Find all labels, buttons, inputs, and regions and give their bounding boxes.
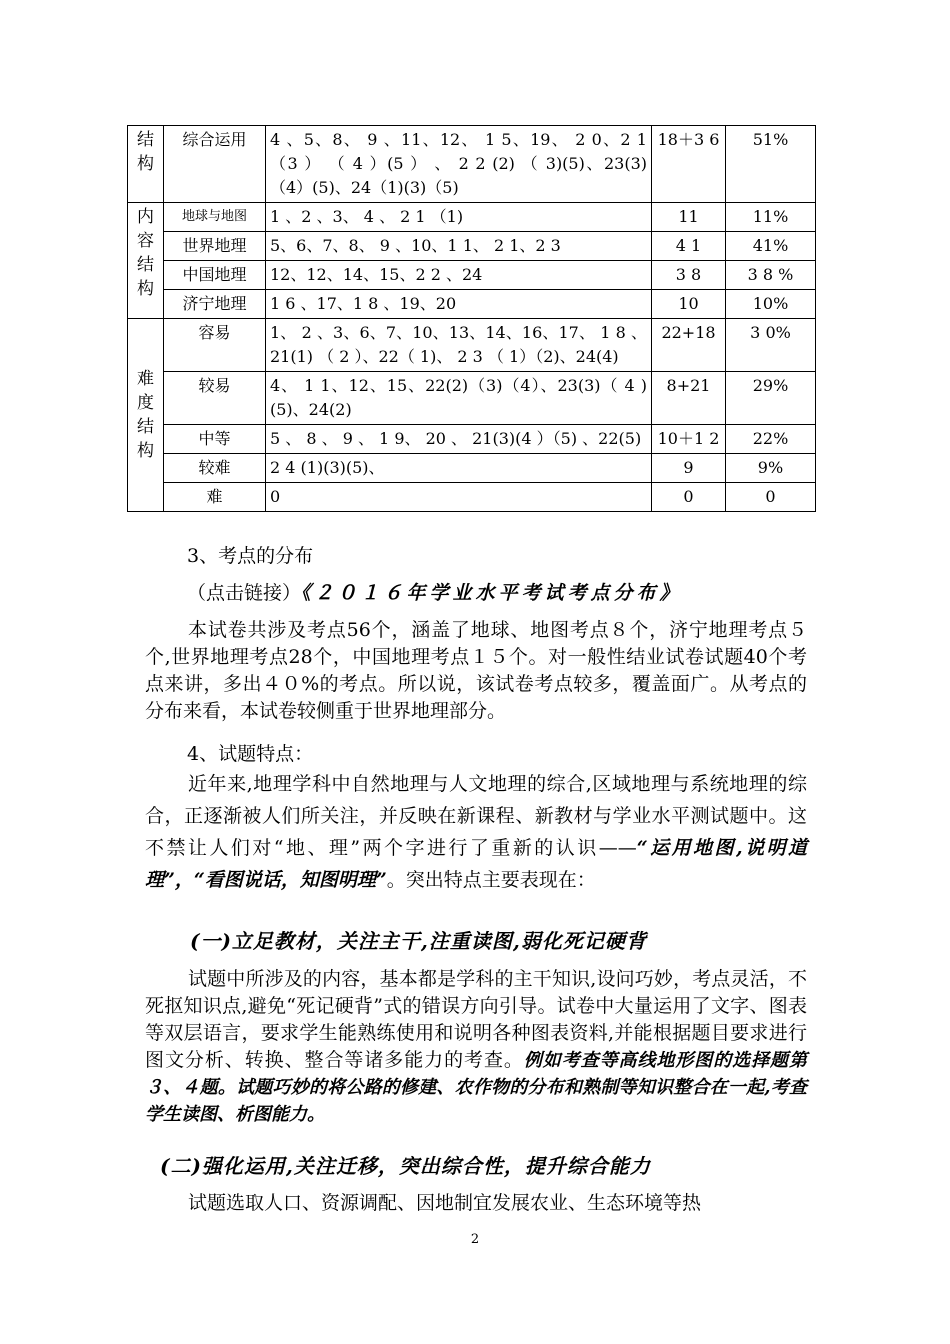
count-cell: 10＋1 2 — [652, 425, 726, 454]
category-cell: 地球与地图 — [164, 203, 266, 232]
point-1-emphasis: 例如考查等高线地形图的选择题第３、４题。试题巧妙的将公路的修建、农作物的分布和熟制等知识整合在一起,考查学生读图、析图能力。 — [145, 1050, 807, 1125]
count-cell: 9 — [652, 454, 726, 483]
point-2-paragraph: 试题选取人口、资源调配、因地制宜发展农业、生态环境等热 — [188, 1192, 702, 1214]
point-1-text: 试题中所涉及的内容，基本都是学科的主干知识,设问巧妙，考点灵活，不死抠知识点,避免“死记硬背”式的错误方向引导。试卷中大量运用了文字、图表等双层语言，要求学生能熟练使用和说明各种图表资料,并能根据题目要求进行图文分析、转换、整合等诸多能力的考查。 — [145, 968, 807, 1071]
section-4-quote: “运用地图,说明道理”，“看图说话，知图明理” — [145, 837, 808, 891]
percent-cell: 41% — [726, 232, 816, 261]
items-cell: 5、6、7、8、 9 、10、1 1、 2 1、2 3 — [266, 232, 652, 261]
table-row — [128, 319, 816, 372]
count-cell: 0 — [652, 483, 726, 512]
category-cell: 济宁地理 — [164, 290, 266, 319]
section-4-title: 4、试题特点： — [187, 743, 314, 765]
table-row — [128, 126, 816, 203]
percent-cell: 10% — [726, 290, 816, 319]
table-row — [128, 372, 816, 425]
category-cell: 世界地理 — [164, 232, 266, 261]
table-row — [128, 483, 816, 512]
table-row — [128, 454, 816, 483]
point-1-heading: (一)立足教材，关注主干,注重读图,弱化死记硬背 — [190, 929, 647, 953]
point-2-heading: (二)强化运用,关注迁移，突出综合性，提升综合能力 — [160, 1154, 651, 1178]
section-4-text-b: 。突出特点主要表现在： — [386, 869, 596, 891]
page-number: 2 — [470, 1232, 480, 1247]
category-cell: 较易 — [164, 372, 266, 425]
category-cell: 容易 — [164, 319, 266, 372]
items-cell: 5 、 8 、 9 、 1 9、 20 、 21(3)(4 ）（5) 、22(5) — [266, 425, 652, 454]
exam-points-link[interactable]: 《２０１６年学业水平考试考点分布》 — [301, 582, 683, 604]
table-row — [128, 232, 816, 261]
category-cell: 综合运用 — [164, 126, 266, 203]
point-1-paragraph — [145, 966, 807, 1128]
percent-cell: 3 8 % — [726, 261, 816, 290]
section-4-paragraph — [145, 768, 807, 896]
count-cell: 18＋3 6 — [652, 126, 726, 203]
count-cell: 22+18 — [652, 319, 726, 372]
items-cell: 0 — [266, 483, 652, 512]
exam-structure-table — [127, 125, 816, 512]
items-cell: 2 4 (1)(3)(5)、 — [266, 454, 652, 483]
group-cell: 难 度 结 构 — [128, 319, 164, 512]
section-3-title: 3、考点的分布 — [187, 545, 314, 567]
count-cell: 4 1 — [652, 232, 726, 261]
items-cell: 4、 1 1、12、15、22(2)（3)（4）、23(3)（ 4 )(5)、24(2) — [266, 372, 652, 425]
count-cell: 8+21 — [652, 372, 726, 425]
section-3-paragraph: 本试卷共涉及考点56个，涵盖了地球、地图考点８个，济宁地理考点５个,世界地理考点28个，中国地理考点１５个。对一般性结业试卷试题40个考点来讲，多出４０%的考点。所以说，该试卷考点较多，覆盖面广。从考点的分布来看，本试卷较侧重于世界地理部分。 — [145, 619, 807, 722]
percent-cell: 0 — [726, 483, 816, 512]
percent-cell: 3 0% — [726, 319, 816, 372]
category-cell: 中等 — [164, 425, 266, 454]
items-cell: 1 6 、17、1 8 、19、20 — [266, 290, 652, 319]
table-row — [128, 290, 816, 319]
percent-cell: 22% — [726, 425, 816, 454]
table-row — [128, 203, 816, 232]
table-row — [128, 261, 816, 290]
category-cell: 中国地理 — [164, 261, 266, 290]
items-cell: 1 、2 、3、 4 、 2 1 （1) — [266, 203, 652, 232]
count-cell: 11 — [652, 203, 726, 232]
section-3-link-line — [187, 580, 683, 607]
items-cell: 12、12、14、15、2 2 、24 — [266, 261, 652, 290]
section-4-text-a: 近年来,地理学科中自然地理与人文地理的综合,区域地理与系统地理的综合，正逐渐被人们所关注，并反映在新课程、新教材与学业水平测试题中。这不禁让人们对“地、理”两个字进行了重新的认识—— — [145, 773, 807, 859]
percent-cell: 29% — [726, 372, 816, 425]
count-cell: 3 8 — [652, 261, 726, 290]
group-cell: 结 构 — [128, 126, 164, 203]
percent-cell: 11% — [726, 203, 816, 232]
category-cell: 难 — [164, 483, 266, 512]
link-prefix: （点击链接） — [187, 582, 302, 604]
items-cell: 4 、5、8、 9 、11、12、 1 5、19、 2 0、2 1 （3 ） （ 4 ）(5 ） 、 2 2 (2) （ 3)(5)、23(3) （4）(5)、24（1)(3)（5) — [266, 126, 652, 203]
count-cell: 10 — [652, 290, 726, 319]
percent-cell: 51% — [726, 126, 816, 203]
percent-cell: 9% — [726, 454, 816, 483]
items-cell: 1、 2 、3、6、7、10、13、14、16、17、 1 8 、21(1) （ 2 ）、22（ 1)、 2 3 （ 1）（2)、24(4) — [266, 319, 652, 372]
category-cell: 较难 — [164, 454, 266, 483]
group-cell: 内 容 结 构 — [128, 203, 164, 319]
table-row — [128, 425, 816, 454]
